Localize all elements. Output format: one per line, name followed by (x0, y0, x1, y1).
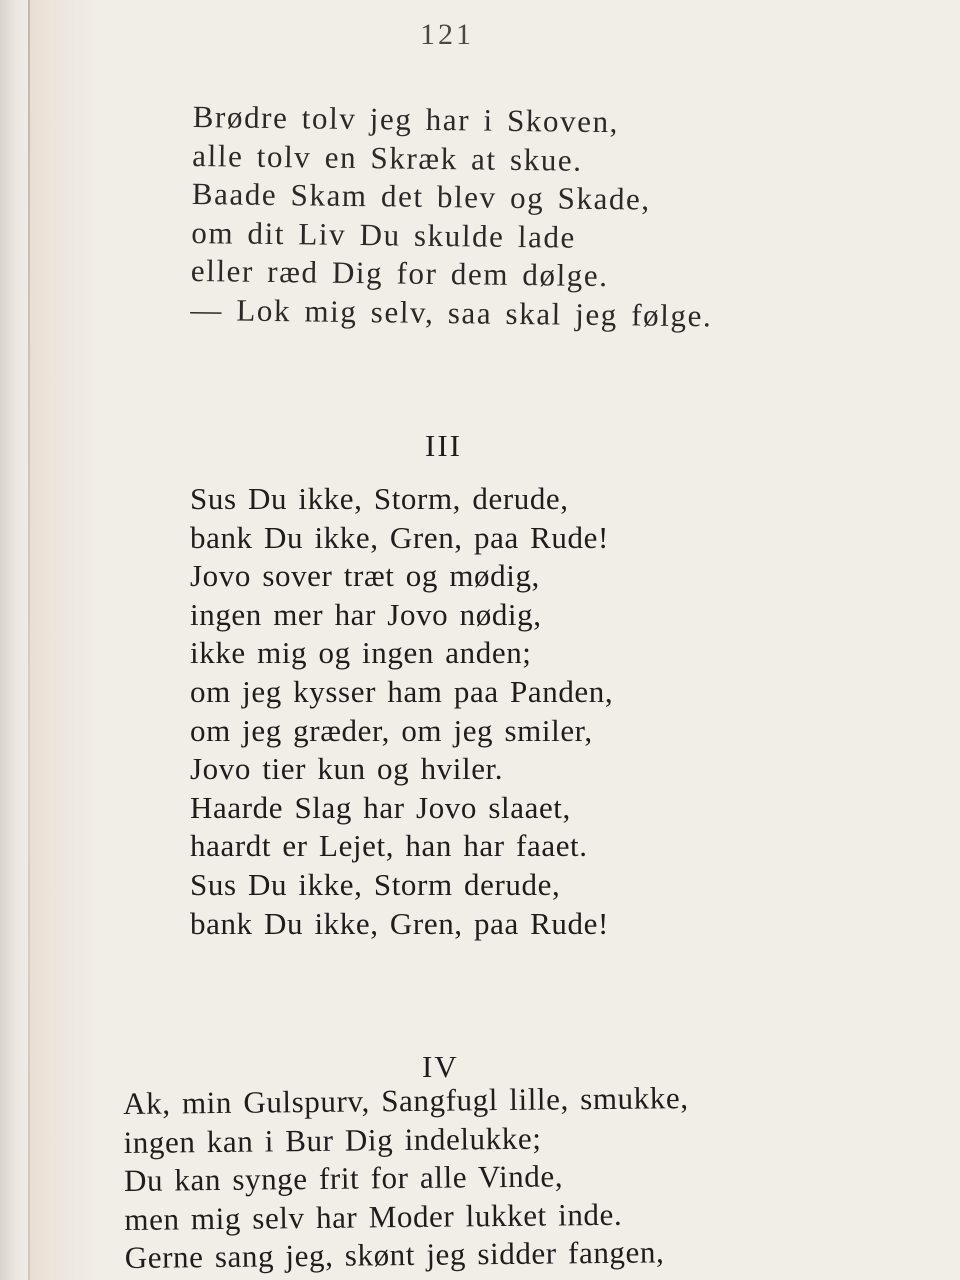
verse-line: ikke mig og ingen anden; (190, 635, 532, 671)
verse-line: Sus Du ikke, Storm derude, (190, 866, 561, 902)
verse-line: Jovo tier kun og hviler. (190, 751, 504, 787)
verse-line: Gerne sang jeg, skønt jeg sidder fangen, (124, 1234, 665, 1275)
stanza-iii (190, 480, 613, 943)
verse-line: eller ræd Dig for dem dølge. (190, 252, 609, 294)
verse-line: om jeg kysser ham paa Panden, (190, 673, 614, 709)
verse-line: ingen kan i Bur Dig indelukke; (123, 1120, 542, 1160)
verse-line: bank Du ikke, Gren, paa Rude! (190, 905, 609, 941)
page-number: 121 (420, 18, 474, 51)
gutter-shadow (30, 0, 100, 1280)
verse-line: — Lok mig selv, saa skal jeg følge. (190, 291, 713, 333)
verse-line: om dit Liv Du skulde lade (191, 214, 577, 255)
verse-line: Sus Du ikke, Storm, derude, (190, 481, 569, 516)
verse-line: ingen mer har Jovo nødig, (190, 596, 542, 632)
verse-line: Haarde Slag har Jovo slaaet, (190, 789, 571, 825)
verse-line: alle tolv en Skræk at skue. (192, 137, 583, 178)
stanza-continued (190, 98, 715, 335)
verse-line: bank Du ikke, Gren, paa Rude! (190, 519, 609, 555)
verse-line: Brødre tolv jeg har i Skoven, (192, 98, 620, 140)
verse-line: men mig selv har Moder lukket inde. (124, 1196, 623, 1237)
verse-line: Ak, min Gulspurv, Sangfugl lille, smukke, (123, 1080, 689, 1121)
verse-line: Jovo sover træt og mødig, (190, 558, 540, 594)
verse-line: haardt er Lejet, han har faaet. (190, 828, 588, 864)
stanza-iv (123, 1079, 690, 1277)
verse-line: Du kan synge frit for alle Vinde, (123, 1158, 564, 1198)
verse-line: Baade Skam det blev og Skade, (191, 175, 651, 217)
verse-line: om jeg græder, om jeg smiler, (190, 712, 593, 748)
section-heading-iv: IV (422, 1049, 459, 1084)
section-heading-iii: III (425, 428, 462, 463)
